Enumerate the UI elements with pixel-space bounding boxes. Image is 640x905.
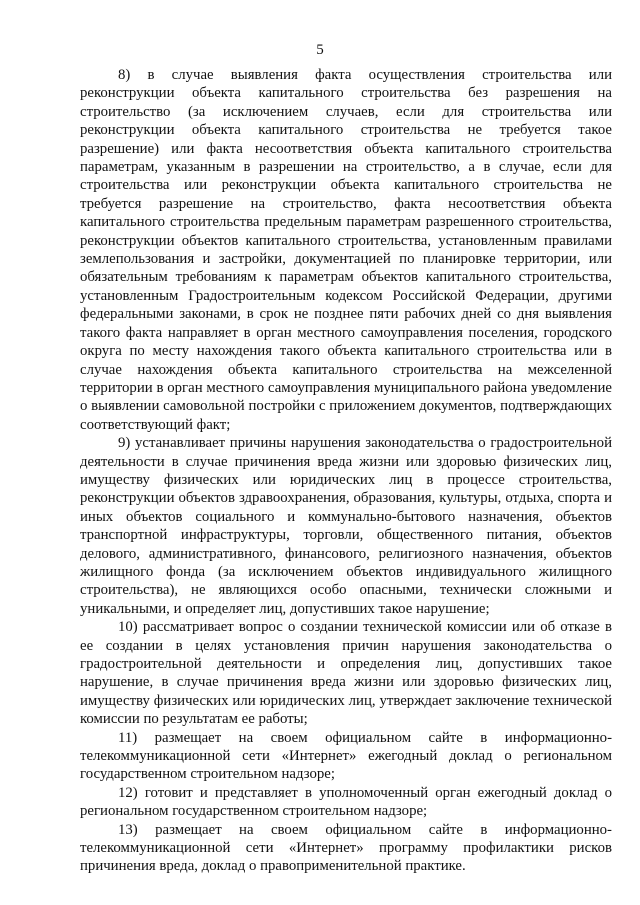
paragraph-item-10: 10) рассматривает вопрос о создании технической комиссии или об отказе в ее создании в целях установления причин нарушения законодательства о градостроительной деятельности и определения лиц, допустивших такое нарушение, в случае причинения вреда жизни или здоровью физических лиц, имуществу физических или юридических лиц, утверждает заключение технической комиссии по результатам ее работы; [80,619,612,728]
page-number: 5 [316,42,324,58]
paragraph-item-8: 8) в случае выявления факта осуществления строительства или реконструкции объекта капитального строительства без разрешения на строительство (за исключением случаев, если для строительства или реконструкции объекта капитального строительства не требуется такое разрешение) или факта несоответствия объекта капитального строительства параметрам, указанным в разрешении на строительство, а в случае, если для строительства или реконструкции объекта капитального строительства не требуется разрешение на строительство, факта несоответствия объекта капитального строительства предельным параметрам разрешенного строительства, реконструкции объектов капитального строительства, установленным правилами землепользования и застройки, документацией по планировке территории, или обязательным требованиям к параметрам объектов капитального строительства, установленным Градостроительным кодексом Российской Федерации, другими федеральными законами, в срок не позднее пяти рабочих дней со дня выявления такого факта направляет в орган местного самоуправления поселения, городского округа по месту нахождения такого объекта капитального строительства или в случае нахождения объекта капитального строительства на межселенной территории в орган местного самоуправления муниципального района уведомление о выявлении самовольной постройки с приложением документов, подтверждающих соответствующий факт; [80,67,612,433]
paragraph-item-12: 12) готовит и представляет в уполномоченный орган ежегодный доклад о региональном государственном строительном надзоре; [80,784,612,820]
document-body [80,66,612,876]
paragraph-item-9: 9) устанавливает причины нарушения законодательства о градостроительной деятельности в случае причинения вреда жизни или здоровью физических лиц, имуществу физических или юридических лиц в процессе строительства, реконструкции объектов здравоохранения, образования, культуры, отдыха, спорта и иных объектов социального и коммунально-бытового назначения, объектов транспортной инфраструктуры, торговли, общественного питания, объектов делового, административного, финансового, религиозного назначения, объектов жилищного фонда (за исключением объектов индивидуального жилищного строительства), не являющихся особо опасными, технически сложными и уникальными, и определяет лиц, допустивших такое нарушение; [80,435,612,617]
paragraph-item-11: 11) размещает на своем официальном сайте в информационно-телекоммуникационной сети «Интернет» ежегодный доклад о региональном государственном строительном надзоре; [80,729,612,783]
paragraph-item-13: 13) размещает на своем официальном сайте в информационно-телекоммуникационной сети «Интернет» программу профилактики рисков причинения вреда, доклад о правоприменительной практике. [80,821,612,875]
